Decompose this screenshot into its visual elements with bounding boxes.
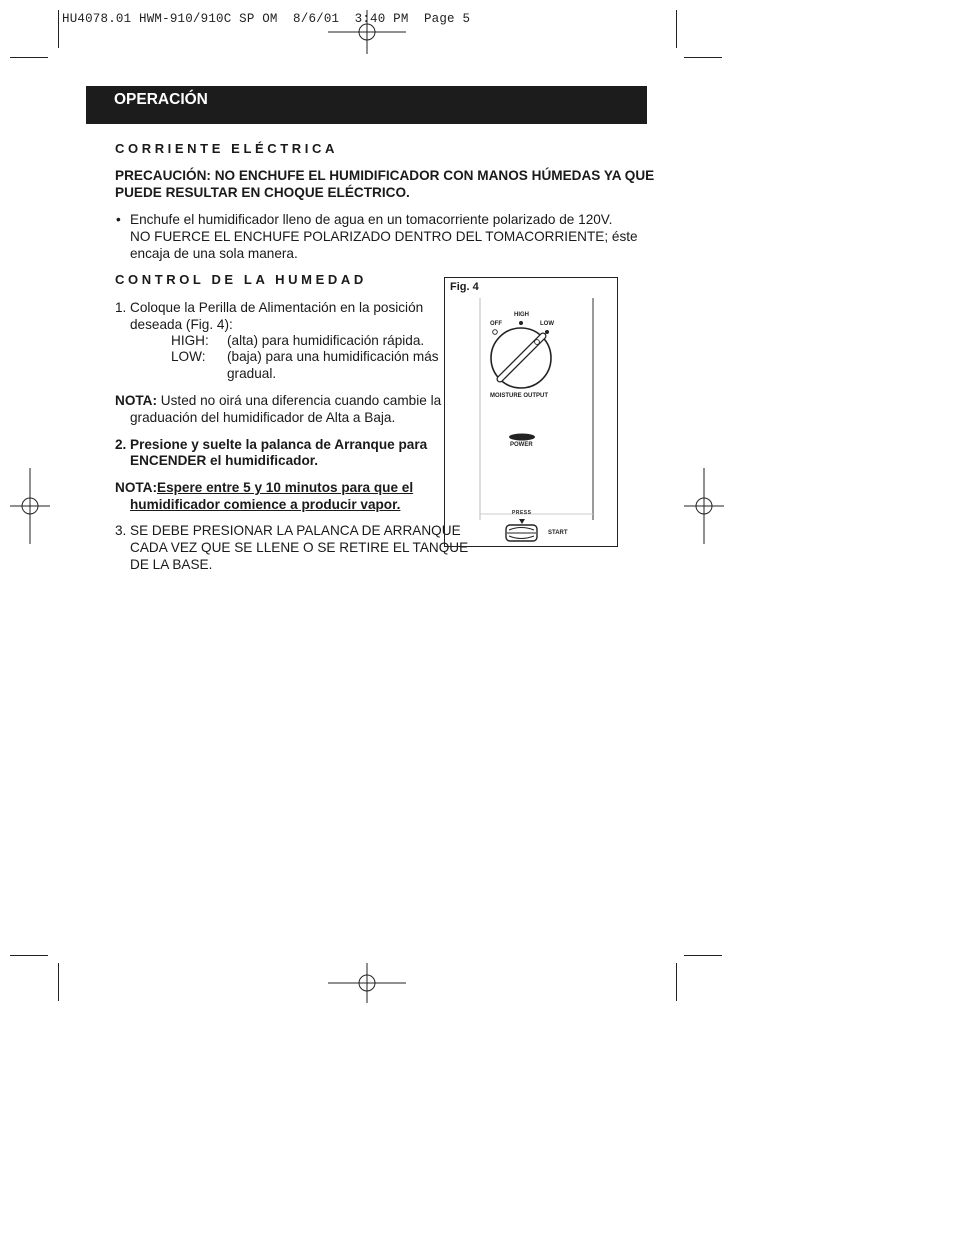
- step-2-line-1: Presione y suelte la palanca de Arranque para: [130, 437, 428, 452]
- heading-corriente-electrica: CORRIENTE ELÉCTRICA: [115, 141, 338, 156]
- high-description: (alta) para humidificación rápida.: [227, 333, 425, 348]
- note-1-label: NOTA:: [115, 393, 158, 408]
- power-label: POWER: [510, 442, 533, 448]
- figure-label: Fig. 4: [450, 281, 479, 293]
- registration-target-top: [328, 10, 406, 54]
- note-1-text: Usted no oirá una diferencia cuando cambie la: [157, 393, 442, 408]
- section-header-bar: [86, 86, 647, 124]
- off-label: OFF: [490, 321, 502, 327]
- press-label: PRESS: [512, 510, 532, 516]
- step-3-number: 3.: [115, 523, 127, 538]
- low-position-label: LOW: [540, 321, 554, 327]
- step-3-line-3: DE LA BASE.: [130, 557, 213, 572]
- bullet-line-1: Enchufe el humidificador lleno de agua en un tomacorriente polarizado de 120V.: [130, 212, 613, 227]
- note-2-line-2: humidificador comience a producir vapor.: [130, 497, 401, 512]
- low-description-line-1: (baja) para una humidificación más: [227, 349, 439, 364]
- caution-line-2: PUEDE RESULTAR EN CHOQUE ELÉCTRICO.: [115, 185, 410, 200]
- note-1-line-1: [115, 393, 441, 410]
- start-label: START: [548, 530, 568, 536]
- note-1-line-2: graduación del humidificador de Alta a Baja.: [130, 410, 396, 425]
- moisture-output-label: MOISTURE OUTPUT: [490, 393, 548, 399]
- bullet-line-3: encaja de una sola manera.: [130, 246, 298, 261]
- high-position-label: HIGH: [514, 312, 529, 318]
- heading-control-humedad: CONTROL DE LA HUMEDAD: [115, 272, 367, 287]
- step-3-line-1: SE DEBE PRESIONAR LA PALANCA DE ARRANQUE: [130, 523, 461, 538]
- step-1-number: 1.: [115, 300, 127, 315]
- step-2-line-2: ENCENDER el humidificador.: [130, 453, 319, 468]
- registration-target-right: [684, 468, 724, 544]
- high-label: HIGH:: [171, 333, 209, 348]
- note-2-label: NOTA:: [115, 480, 158, 495]
- caution-line-1: PRECAUCIÓN: NO ENCHUFE EL HUMIDIFICADOR CON MANOS HÚMEDAS YA QUE: [115, 168, 655, 183]
- bullet-marker: •: [116, 212, 121, 227]
- low-description-line-2: gradual.: [227, 366, 277, 381]
- slug-line: HU4078.01 HWM-910/910C SP OM 8/6/01 3:40 PM Page 5: [62, 12, 471, 26]
- step-1-line-1: Coloque la Perilla de Alimentación en la posición: [130, 300, 424, 315]
- low-label: LOW:: [171, 349, 206, 364]
- control-panel-drawing: [445, 278, 617, 546]
- registration-target-bottom: [328, 963, 406, 1003]
- step-1-line-2: deseada (Fig. 4):: [130, 317, 233, 332]
- note-2-line-1: Espere entre 5 y 10 minutos para que el: [157, 480, 414, 495]
- page-title: OPERACIÓN: [114, 91, 208, 108]
- figure-4: [444, 277, 618, 547]
- step-3-line-2: CADA VEZ QUE SE LLENE O SE RETIRE EL TANQUE: [130, 540, 469, 555]
- registration-target-left: [10, 468, 50, 544]
- bullet-line-2: NO FUERCE EL ENCHUFE POLARIZADO DENTRO DEL TOMACORRIENTE; éste: [130, 229, 638, 244]
- step-2-number: 2.: [115, 437, 127, 452]
